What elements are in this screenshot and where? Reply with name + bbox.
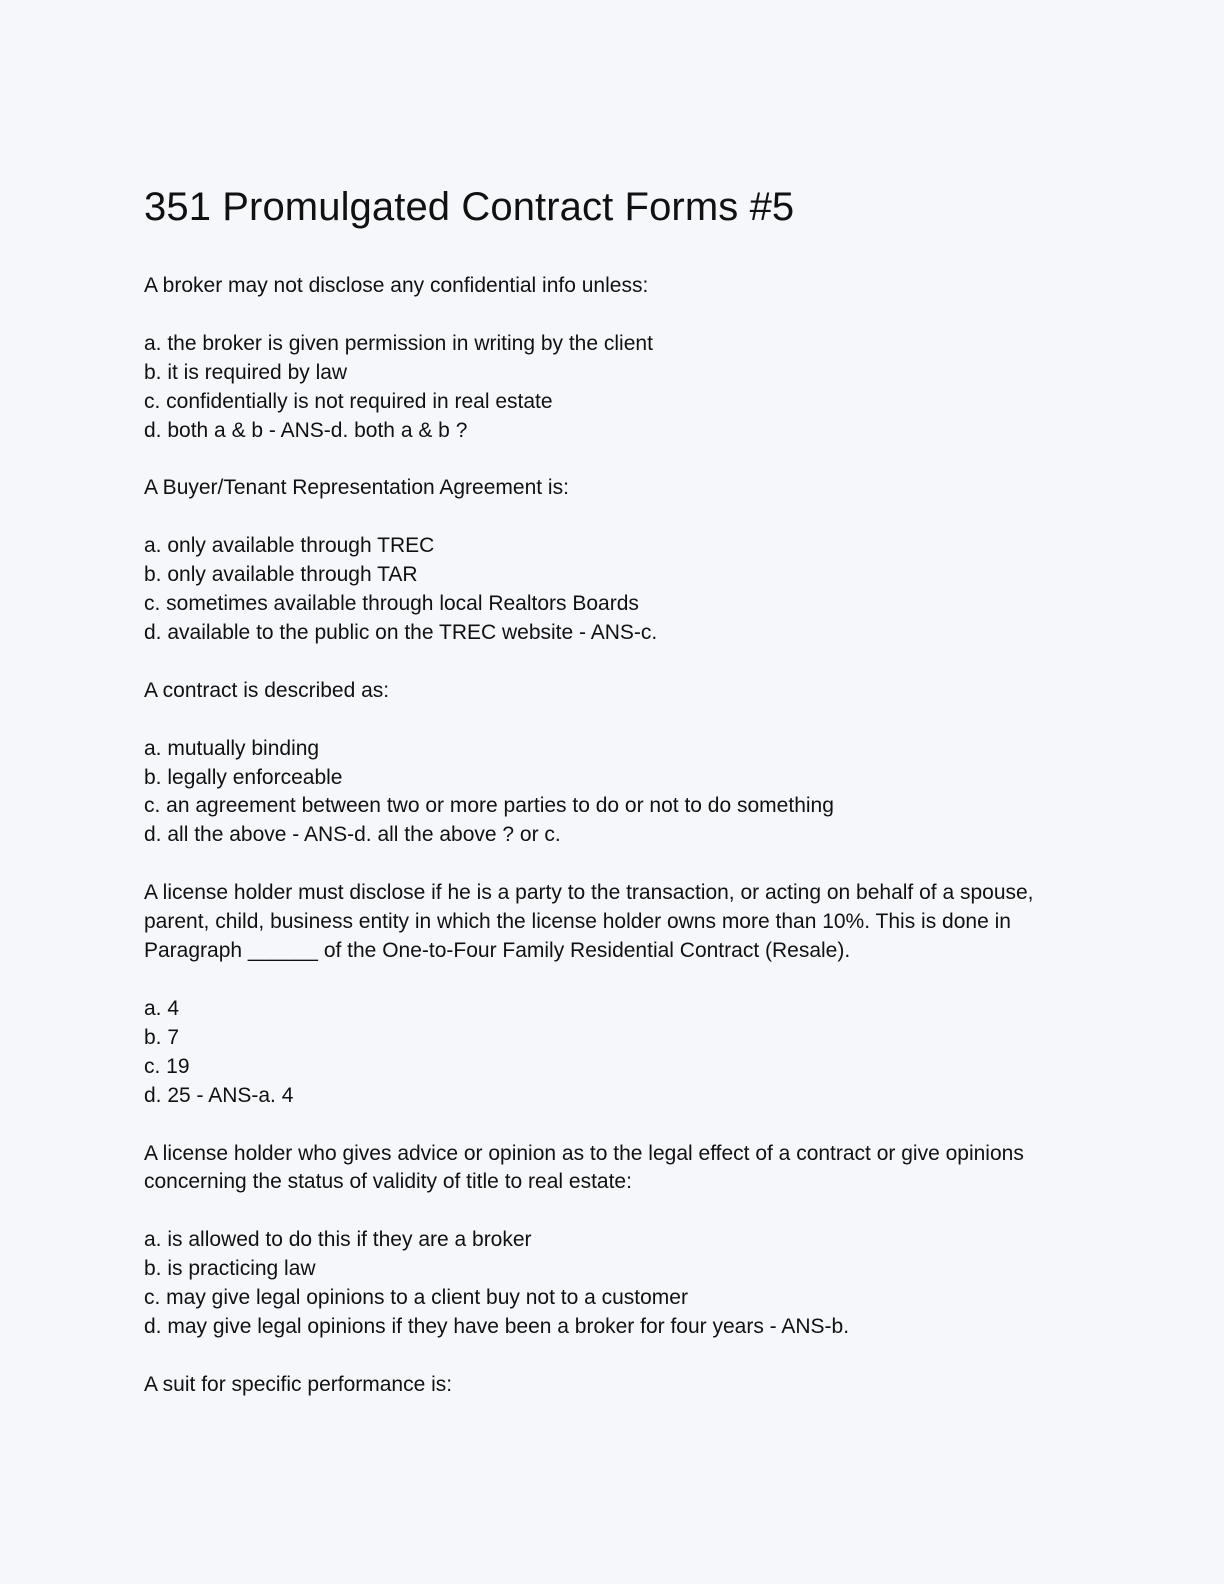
answer-option: a. is allowed to do this if they are a broker bbox=[144, 1228, 532, 1252]
question-stem: A contract is described as: bbox=[144, 678, 390, 702]
question-stem: concerning the status of validity of title to real estate: bbox=[144, 1170, 632, 1194]
question-block bbox=[144, 474, 1084, 647]
answer-option: d. 25 - ANS-a. 4 bbox=[144, 1083, 294, 1107]
spacer bbox=[144, 1197, 1084, 1226]
answer-option: a. mutually binding bbox=[144, 736, 320, 760]
answer-option: d. all the above - ANS-d. all the above ? or c. bbox=[144, 823, 561, 847]
question-stem: A suit for specific performance is: bbox=[144, 1372, 453, 1396]
spacer bbox=[144, 301, 1084, 330]
document-page bbox=[144, 182, 1084, 1429]
answer-option: c. 19 bbox=[144, 1054, 190, 1078]
answer-option: d. may give legal opinions if they have been a broker for four years - ANS-b. bbox=[144, 1314, 850, 1338]
answer-option: d. both a & b - ANS-d. both a & b ? bbox=[144, 418, 468, 442]
question-stem: A license holder who gives advice or opinion as to the legal effect of a contract or give opinions bbox=[144, 1141, 1024, 1165]
question-block bbox=[144, 1371, 1084, 1400]
answer-option: b. only available through TAR bbox=[144, 563, 418, 587]
answer-option: b. it is required by law bbox=[144, 360, 348, 384]
answer-option: c. confidentially is not required in real estate bbox=[144, 389, 553, 413]
answer-option: a. 4 bbox=[144, 996, 180, 1020]
answer-option: d. available to the public on the TREC website - ANS-c. bbox=[144, 620, 658, 644]
question-stem: parent, child, business entity in which the license holder owns more than 10%. This is done in bbox=[144, 910, 1011, 934]
spacer bbox=[144, 966, 1084, 995]
answer-option: a. only available through TREC bbox=[144, 534, 435, 558]
spacer bbox=[144, 503, 1084, 532]
page-title: 351 Promulgated Contract Forms #5 bbox=[144, 185, 795, 229]
question-list bbox=[144, 272, 1084, 1400]
question-block bbox=[144, 879, 1084, 1110]
answer-option: a. the broker is given permission in writing by the client bbox=[144, 331, 653, 355]
answer-option: c. sometimes available through local Realtors Boards bbox=[144, 592, 639, 616]
question-block bbox=[144, 272, 1084, 445]
answer-option: b. is practicing law bbox=[144, 1257, 316, 1281]
question-block bbox=[144, 1140, 1084, 1342]
answer-option: c. an agreement between two or more parties to do or not to do something bbox=[144, 794, 834, 818]
answer-option: c. may give legal opinions to a client buy not to a customer bbox=[144, 1286, 688, 1310]
question-stem: A broker may not disclose any confidential info unless: bbox=[144, 274, 649, 297]
question-stem: A license holder must disclose if he is a party to the transaction, or acting on behalf of a spouse, bbox=[144, 881, 1034, 905]
question-stem: A Buyer/Tenant Representation Agreement is: bbox=[144, 476, 569, 500]
answer-option: b. legally enforceable bbox=[144, 765, 343, 789]
question-block bbox=[144, 677, 1084, 850]
question-stem: Paragraph ______ of the One-to-Four Family Residential Contract (Resale). bbox=[144, 939, 851, 963]
spacer bbox=[144, 706, 1084, 735]
answer-option: b. 7 bbox=[144, 1025, 180, 1049]
